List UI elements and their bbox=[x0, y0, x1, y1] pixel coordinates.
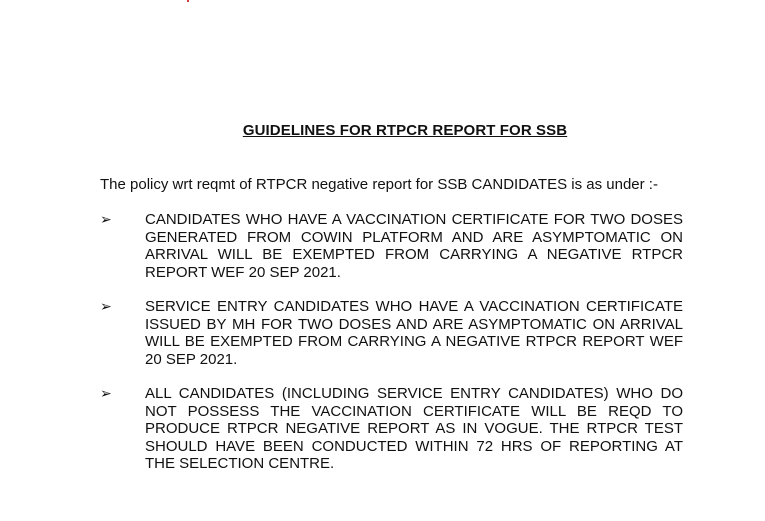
policy-intro: The policy wrt reqmt of RTPCR negative report for SSB CANDIDATES is as under :- bbox=[100, 176, 658, 193]
stray-mark bbox=[187, 0, 189, 2]
arrow-bullet-icon: ➢ bbox=[100, 385, 112, 401]
arrow-bullet-icon: ➢ bbox=[100, 298, 112, 314]
document-title: GUIDELINES FOR RTPCR REPORT FOR SSB bbox=[242, 122, 568, 139]
list-item-text: ALL CANDIDATES (INCLUDING SERVICE ENTRY CANDIDATES) WHO DO NOT POSSESS THE VACCINATION CERTIFICATE WILL BE REQD TO PRODUCE RTPCR NEGATIVE REPORT AS IN VOGUE. THE RTPCR TEST SHOULD HAVE BEEN CONDUCTED WITHIN 72 HRS OF REPORTING AT THE SELECTION CENTRE. bbox=[145, 385, 683, 472]
list-item-text: SERVICE ENTRY CANDIDATES WHO HAVE A VACCINATION CERTIFICATE ISSUED BY MH FOR TWO DOSES AND ARE ASYMPTOMATIC ON ARRIVAL WILL BE EXEMPTED FROM CARRYING A NEGATIVE RTPCR REPORT WEF 20 SEP 2021. bbox=[145, 298, 683, 368]
list-item-text: CANDIDATES WHO HAVE A VACCINATION CERTIFICATE FOR TWO DOSES GENERATED FROM COWIN PLATFORM AND ARE ASYMPTOMATIC ON ARRIVAL WILL BE EXEMPTED FROM CARRYING A NEGATIVE RTPCR REPORT WEF 20 SEP 2021. bbox=[145, 211, 683, 281]
arrow-bullet-icon: ➢ bbox=[100, 211, 112, 227]
